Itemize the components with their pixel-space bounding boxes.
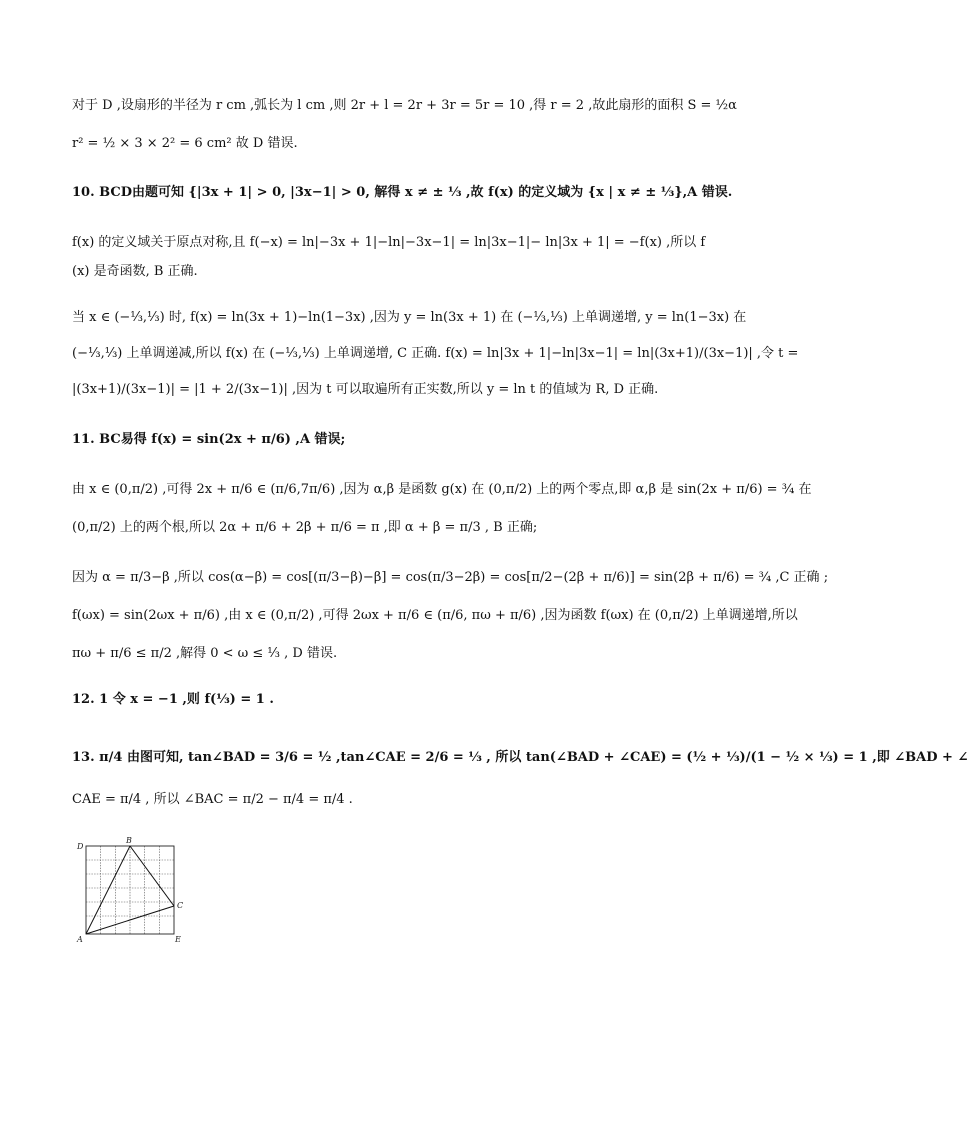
solution-9-d-line-2: r² = ½ × 3 × 2² = 6 cm² 故 D 错误.	[72, 136, 298, 151]
solution-11-c-line-3: πω + π/6 ≤ π/2 ,解得 0 < ω ≤ ⅓ , D 错误.	[72, 646, 338, 661]
solution-10-mono-line-3: |(3x+1)/(3x−1)| = |1 + 2/(3x−1)| ,因为 t 可以取遍所有正实数,所以 y = ln t 的值域为 R, D 正确.	[72, 382, 659, 397]
solution-9-d-line-1: 对于 D ,设扇形的半径为 r cm ,弧长为 l cm ,则 2r + l = 2r + 3r = 5r = 10 ,得 r = 2 ,故此扇形的面积 S = ½α	[72, 98, 737, 113]
solution-10-odd-line-2: (x) 是奇函数, B 正确.	[72, 264, 198, 279]
label-e: E	[175, 935, 181, 944]
label-c: C	[177, 901, 184, 910]
solution-11-b-line-2: (0,π/2) 上的两个根,所以 2α + π/6 + 2β + π/6 = π ,即 α + β = π/3 , B 正确;	[72, 520, 538, 535]
solution-10-header: 10. BCD由题可知 {|3x + 1| > 0, |3x−1| > 0, 解得 x ≠ ± ⅓ ,故 f(x) 的定义域为 {x | x ≠ ± ⅓},A 错误.	[72, 185, 733, 200]
label-d: D	[77, 842, 84, 851]
solution-12: 12. 1 令 x = −1 ,则 f(⅓) = 1 .	[72, 692, 274, 707]
grid-triangle-figure	[74, 836, 190, 946]
grid-lines	[86, 846, 174, 934]
solution-11-b-line-1: 由 x ∈ (0,π/2) ,可得 2x + π/6 ∈ (π/6,7π/6) ,因为 α,β 是函数 g(x) 在 (0,π/2) 上的两个零点,即 α,β 是 sin(2x + π/6) = ¾ 在	[72, 482, 812, 497]
solution-11-header: 11. BC易得 f(x) = sin(2x + π/6) ,A 错误;	[72, 432, 346, 447]
solution-10-odd-line-1: f(x) 的定义域关于原点对称,且 f(−x) = ln|−3x + 1|−ln|−3x−1| = ln|3x−1|− ln|3x + 1| = −f(x) ,所以 f	[72, 235, 706, 250]
solution-13-line-1: 13. π/4 由图可知, tan∠BAD = 3/6 = ½ ,tan∠CAE = 2/6 = ⅓ , 所以 tan(∠BAD + ∠CAE) = (½ + ⅓)/(1 − ½ × ⅓) = 1 ,即 ∠BAD + ∠	[72, 750, 968, 765]
solution-10-mono-line-2: (−⅓,⅓) 上单调递减,所以 f(x) 在 (−⅓,⅓) 上单调递增, C 正确. f(x) = ln|3x + 1|−ln|3x−1| = ln|(3x+1)/(3x−1)| ,令 t =	[72, 346, 799, 361]
solution-13-line-2: CAE = π/4 , 所以 ∠BAC = π/2 − π/4 = π/4 .	[72, 792, 353, 807]
label-b: B	[126, 836, 132, 845]
label-a: A	[77, 935, 83, 944]
edge-ab	[86, 846, 130, 934]
solution-10-mono-line-1: 当 x ∈ (−⅓,⅓) 时, f(x) = ln(3x + 1)−ln(1−3x) ,因为 y = ln(3x + 1) 在 (−⅓,⅓) 上单调递增, y = ln(1−3x) 在	[72, 310, 747, 325]
solution-11-c-line-1: 因为 α = π/3−β ,所以 cos(α−β) = cos[(π/3−β)−β] = cos(π/3−2β) = cos[π/2−(2β + π/6)] = sin(2β + π/6) = ¾ ,C 正确 ;	[72, 570, 829, 585]
edge-bc	[130, 846, 174, 906]
grid-figure-svg	[74, 836, 190, 946]
solution-11-c-line-2: f(ωx) = sin(2ωx + π/6) ,由 x ∈ (0,π/2) ,可得 2ωx + π/6 ∈ (π/6, πω + π/6) ,因为函数 f(ωx) 在 (0,π/2) 上单调递增,所以	[72, 608, 798, 623]
